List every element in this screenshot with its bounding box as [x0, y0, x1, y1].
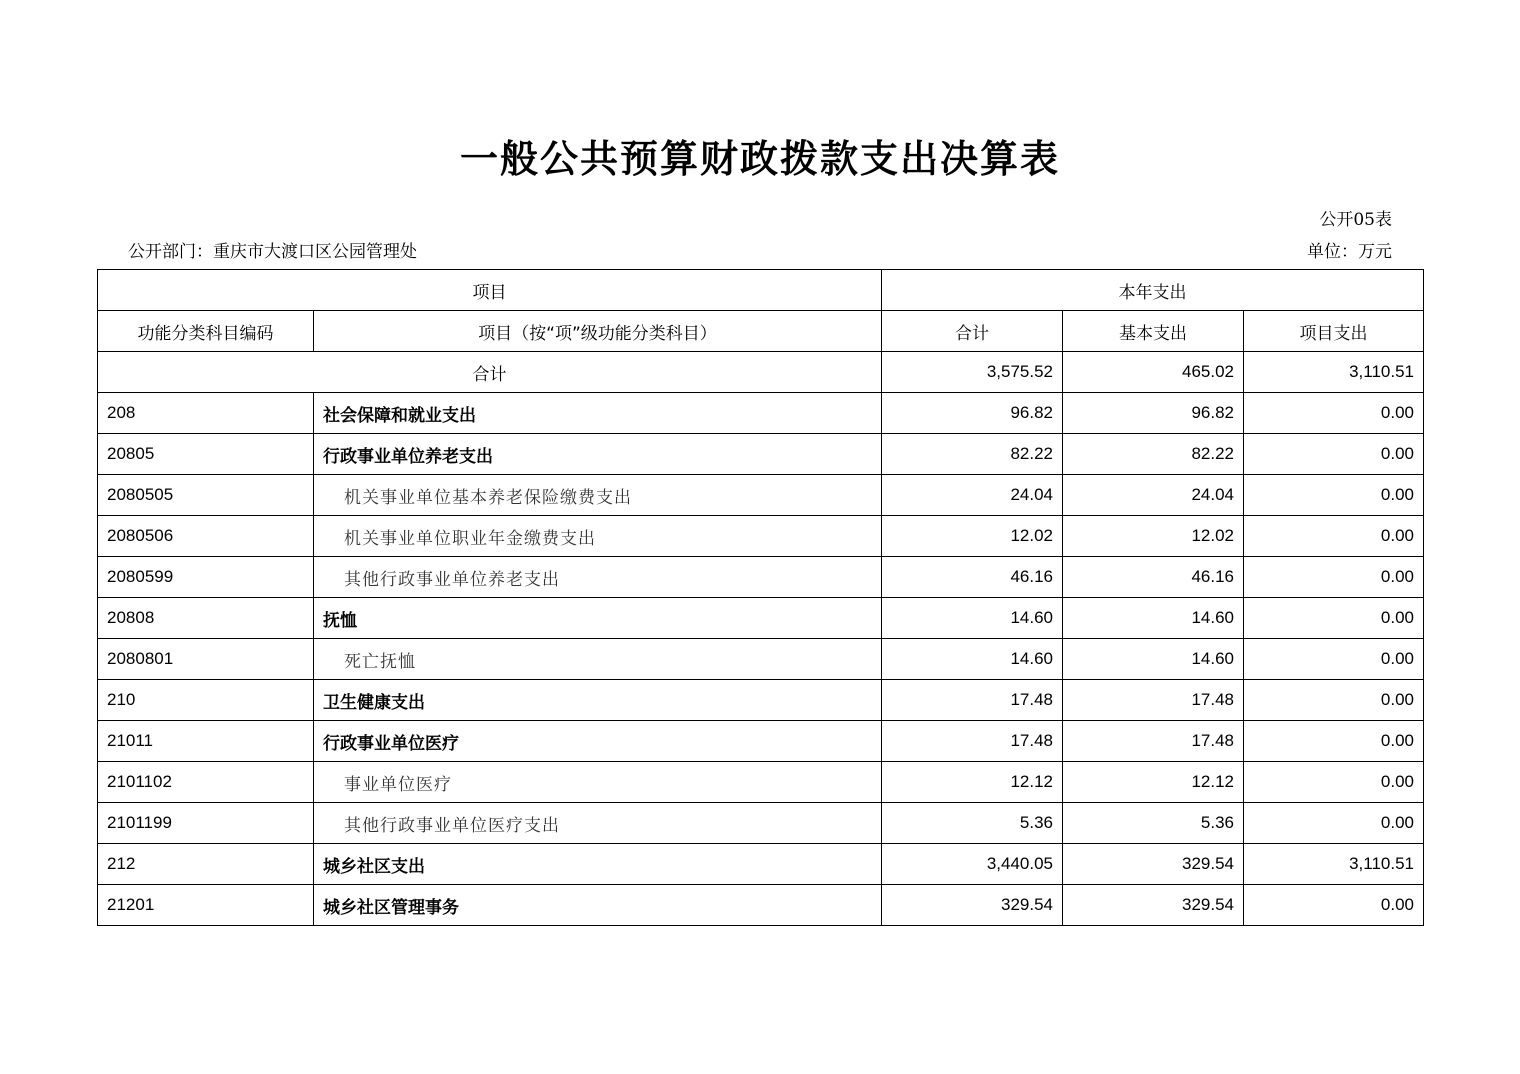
row-basic: 329.54	[1063, 844, 1244, 885]
row-project: 0.00	[1244, 680, 1424, 721]
table-row	[98, 516, 1424, 557]
row-code: 20805	[98, 434, 314, 475]
table-row	[98, 762, 1424, 803]
row-total: 329.54	[882, 885, 1063, 926]
table-row	[98, 475, 1424, 516]
row-code: 212	[98, 844, 314, 885]
form-number: 公开05表	[1319, 210, 1392, 230]
row-name: 卫生健康支出	[314, 680, 882, 721]
total-row-project: 3,110.51	[1244, 352, 1424, 393]
table-row	[98, 557, 1424, 598]
row-code: 2101199	[98, 803, 314, 844]
row-basic: 12.02	[1063, 516, 1244, 557]
row-name: 城乡社区管理事务	[314, 885, 882, 926]
header-name: 项目（按“项”级功能分类科目）	[314, 311, 882, 352]
header-code: 功能分类科目编码	[98, 311, 314, 352]
row-code: 20808	[98, 598, 314, 639]
row-code: 208	[98, 393, 314, 434]
row-basic: 17.48	[1063, 721, 1244, 762]
row-basic: 24.04	[1063, 475, 1244, 516]
table-row	[98, 598, 1424, 639]
row-basic: 329.54	[1063, 885, 1244, 926]
row-basic: 12.12	[1063, 762, 1244, 803]
total-row	[98, 352, 1424, 393]
row-total: 46.16	[882, 557, 1063, 598]
row-basic: 82.22	[1063, 434, 1244, 475]
table-row	[98, 434, 1424, 475]
row-code: 2080505	[98, 475, 314, 516]
row-project: 0.00	[1244, 803, 1424, 844]
row-code: 21011	[98, 721, 314, 762]
total-row-label: 合计	[98, 352, 882, 393]
header-row-group	[98, 270, 1424, 311]
row-basic: 14.60	[1063, 639, 1244, 680]
row-basic: 14.60	[1063, 598, 1244, 639]
row-total: 12.02	[882, 516, 1063, 557]
row-name: 其他行政事业单位医疗支出	[314, 803, 882, 844]
row-basic: 5.36	[1063, 803, 1244, 844]
row-code: 21201	[98, 885, 314, 926]
row-code: 2080599	[98, 557, 314, 598]
row-code: 2080506	[98, 516, 314, 557]
row-project: 0.00	[1244, 557, 1424, 598]
row-total: 14.60	[882, 598, 1063, 639]
row-name: 机关事业单位基本养老保险缴费支出	[314, 475, 882, 516]
row-project: 0.00	[1244, 885, 1424, 926]
header-row-columns	[98, 311, 1424, 352]
row-project: 0.00	[1244, 639, 1424, 680]
row-basic: 96.82	[1063, 393, 1244, 434]
row-project: 0.00	[1244, 598, 1424, 639]
row-project: 0.00	[1244, 516, 1424, 557]
table-row	[98, 639, 1424, 680]
row-project: 0.00	[1244, 393, 1424, 434]
table-row	[98, 885, 1424, 926]
page-title: 一般公共预算财政拨款支出决算表	[459, 137, 1060, 181]
row-name: 其他行政事业单位养老支出	[314, 557, 882, 598]
header-basic: 基本支出	[1063, 311, 1244, 352]
row-code: 210	[98, 680, 314, 721]
header-item-group: 项目	[98, 270, 882, 311]
row-code: 2101102	[98, 762, 314, 803]
budget-table	[97, 269, 1424, 926]
row-project: 0.00	[1244, 721, 1424, 762]
header-total: 合计	[882, 311, 1063, 352]
row-name: 死亡抚恤	[314, 639, 882, 680]
row-total: 3,440.05	[882, 844, 1063, 885]
table-row	[98, 680, 1424, 721]
row-name: 行政事业单位养老支出	[314, 434, 882, 475]
row-project: 0.00	[1244, 434, 1424, 475]
total-row-total: 3,575.52	[882, 352, 1063, 393]
unit-label: 单位：万元	[1307, 242, 1392, 262]
table-row	[98, 393, 1424, 434]
department-label: 公开部门：重庆市大渡口区公园管理处	[128, 242, 417, 262]
table-row	[98, 803, 1424, 844]
header-project: 项目支出	[1244, 311, 1424, 352]
row-project: 0.00	[1244, 762, 1424, 803]
row-total: 96.82	[882, 393, 1063, 434]
row-total: 17.48	[882, 680, 1063, 721]
total-row-basic: 465.02	[1063, 352, 1244, 393]
table-row	[98, 721, 1424, 762]
table-row	[98, 844, 1424, 885]
row-basic: 46.16	[1063, 557, 1244, 598]
row-total: 17.48	[882, 721, 1063, 762]
row-name: 行政事业单位医疗	[314, 721, 882, 762]
row-total: 24.04	[882, 475, 1063, 516]
row-project: 0.00	[1244, 475, 1424, 516]
row-total: 82.22	[882, 434, 1063, 475]
row-total: 14.60	[882, 639, 1063, 680]
row-name: 城乡社区支出	[314, 844, 882, 885]
row-name: 事业单位医疗	[314, 762, 882, 803]
row-total: 5.36	[882, 803, 1063, 844]
row-project: 3,110.51	[1244, 844, 1424, 885]
row-code: 2080801	[98, 639, 314, 680]
row-name: 社会保障和就业支出	[314, 393, 882, 434]
header-year-group: 本年支出	[882, 270, 1424, 311]
row-name: 机关事业单位职业年金缴费支出	[314, 516, 882, 557]
row-basic: 17.48	[1063, 680, 1244, 721]
row-total: 12.12	[882, 762, 1063, 803]
row-name: 抚恤	[314, 598, 882, 639]
